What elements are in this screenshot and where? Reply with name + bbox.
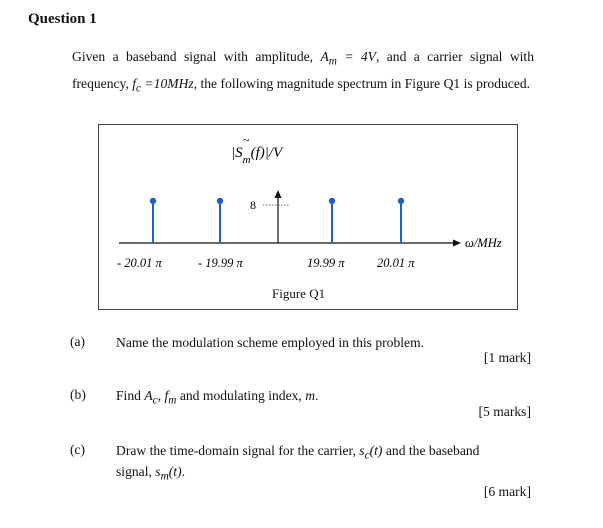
question-intro: Given a baseband signal with amplitude, $A_m = 4V$, and a carrier signal with frequency, $f_c =10MHz$, the following magnitude spectrum in Figure Q1 is produced.	[72, 49, 534, 95]
part-c-line2: signal, $s_m(t)$.	[116, 464, 186, 483]
part-c-label: (c)	[70, 442, 86, 457]
part-a-text: Name the modulation scheme employed in this problem.	[116, 335, 425, 350]
spectrum-stem-marker	[329, 198, 335, 204]
part-c-line1: Draw the time-domain signal for the carrier, $s_c(t)$ and the baseband	[116, 443, 480, 462]
part-a-marks: [1 mark]	[483, 350, 531, 365]
part-b-text: Find $A_c$, $f_m$ and modulating index, m.	[116, 388, 319, 407]
y-axis-label-tilde: ~	[243, 133, 250, 147]
part-b-label: (b)	[70, 387, 86, 402]
tick-label-20-01: 20.01 π	[377, 256, 415, 270]
x-axis-arrow	[453, 240, 461, 247]
magnitude-spectrum-chart	[99, 125, 517, 309]
y-axis-label: $|S_m(f)|/V$	[231, 145, 283, 166]
tick-label-19-99: 19.99 π	[307, 256, 345, 270]
figure-q1	[98, 124, 518, 310]
part-a-label: (a)	[70, 334, 86, 349]
spectrum-stem-marker	[398, 198, 404, 204]
part-c-marks: [6 mark]	[483, 484, 531, 499]
spectrum-stem-marker	[217, 198, 223, 204]
x-axis-label: ω/MHz	[465, 236, 502, 250]
question-title: Question 1	[28, 11, 97, 27]
y-axis-arrow	[275, 190, 282, 198]
y-tick-label: 8	[250, 198, 256, 212]
tick-label-neg-19-99: - 19.99 π	[198, 256, 243, 270]
part-b-marks: [5 marks]	[478, 404, 531, 419]
tick-label-neg-20-01: - 20.01 π	[117, 256, 162, 270]
spectrum-stem-marker	[150, 198, 156, 204]
figure-caption: Figure Q1	[272, 286, 326, 301]
